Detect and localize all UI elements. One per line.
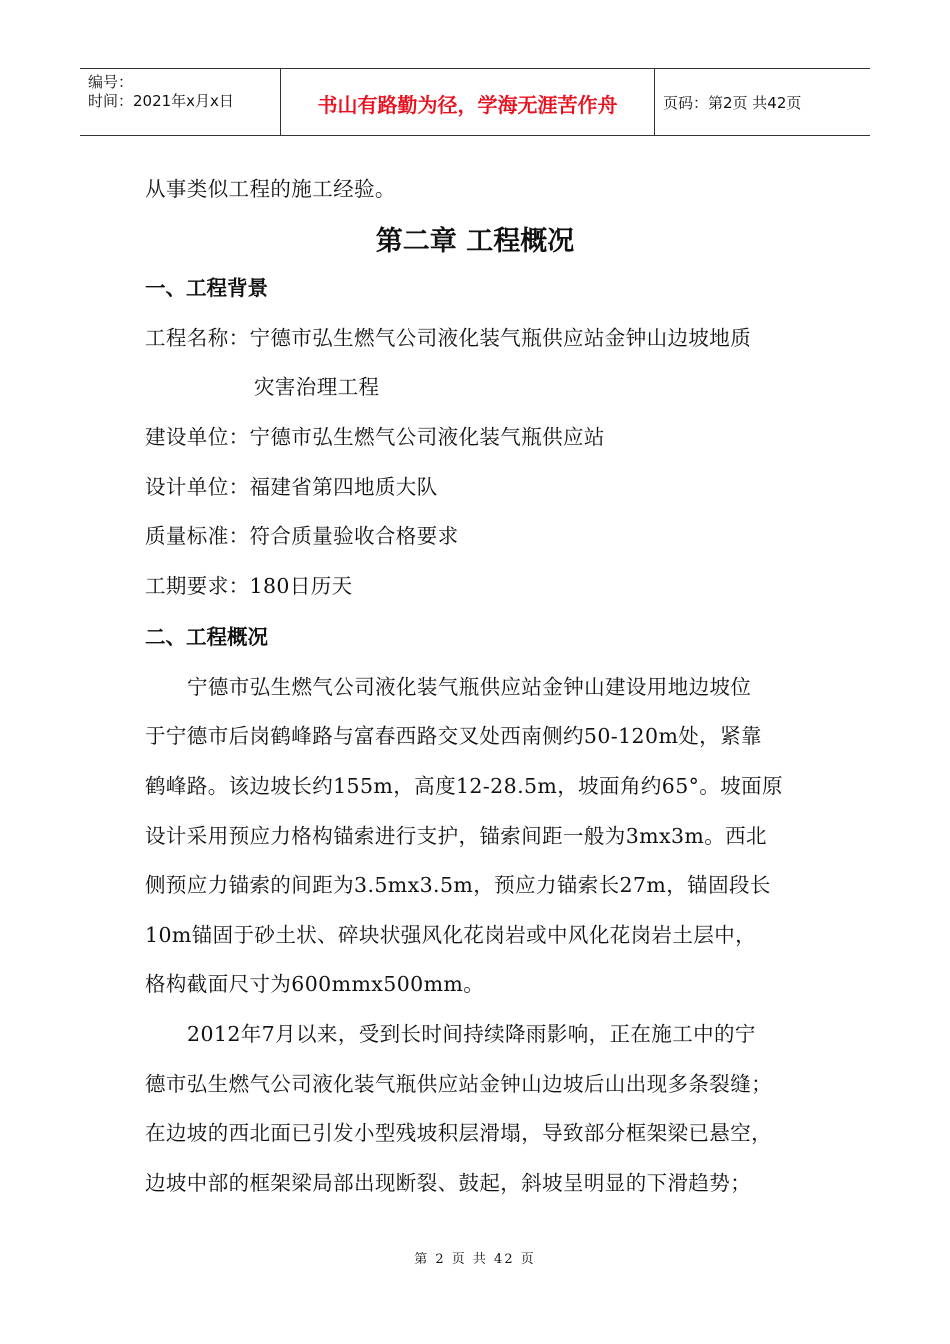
header-page-info: 页码：第2页 共42页 xyxy=(663,93,802,112)
construction-unit: 建设单位：宁德市弘生燃气公司液化装气瓶供应站 xyxy=(145,425,605,449)
paragraph-line: 设计采用预应力格构锚索进行支护，锚索间距一般为3mx3m。西北 xyxy=(145,824,767,848)
section-title-overview: 二、工程概况 xyxy=(145,625,268,649)
intro-line: 从事类似工程的施工经验。 xyxy=(145,177,396,201)
paragraph-line: 在边坡的西北面已引发小型残坡积层滑塌，导致部分框架梁已悬空， xyxy=(145,1121,772,1145)
duration: 工期要求：180日历天 xyxy=(145,574,353,598)
paragraph-line: 于宁德市后岗鹤峰路与富春西路交叉处西南侧约50-120m处，紧靠 xyxy=(145,724,762,748)
paragraph-line: 边坡中部的框架梁局部出现断裂、鼓起，斜坡呈明显的下滑趋势； xyxy=(145,1171,752,1195)
header-time-label: 时间：2021年x月x日 xyxy=(88,92,234,110)
page-footer: 第 2 页 共 42 页 xyxy=(414,1252,536,1267)
project-name-line2: 灾害治理工程 xyxy=(254,375,380,399)
paragraph-line: 德市弘生燃气公司液化装气瓶供应站金钟山边坡后山出现多条裂缝； xyxy=(145,1072,772,1096)
header-meta xyxy=(80,69,281,135)
paragraph-line: 侧预应力锚索的间距为3.5mx3.5m，预应力锚索长27m，锚固段长 xyxy=(145,873,771,897)
paragraph-line: 格构截面尺寸为600mmx500mm。 xyxy=(145,972,485,996)
header-number-label: 编号： xyxy=(88,73,134,91)
page-header xyxy=(80,68,870,136)
chapter-title: 第二章 工程概况 xyxy=(375,226,575,257)
paragraph-line: 10m锚固于砂土状、碎块状强风化花岗岩或中风化花岗岩土层中， xyxy=(145,923,757,947)
project-name-line1: 工程名称：宁德市弘生燃气公司液化装气瓶供应站金钟山边坡地质 xyxy=(145,326,752,350)
section-title-background: 一、工程背景 xyxy=(145,276,268,300)
paragraph-line: 鹤峰路。该边坡长约155m，高度12-28.5m，坡面角约65°。坡面原 xyxy=(145,774,783,798)
header-motto: 书山有路勤为径，学海无涯苦作舟 xyxy=(281,69,655,135)
paragraph-line: 2012年7月以来，受到长时间持续降雨影响，正在施工中的宁 xyxy=(187,1022,756,1046)
paragraph-line: 宁德市弘生燃气公司液化装气瓶供应站金钟山建设用地边坡位 xyxy=(187,675,752,699)
design-unit: 设计单位：福建省第四地质大队 xyxy=(145,475,438,499)
quality-standard: 质量标准：符合质量验收合格要求 xyxy=(145,524,459,548)
